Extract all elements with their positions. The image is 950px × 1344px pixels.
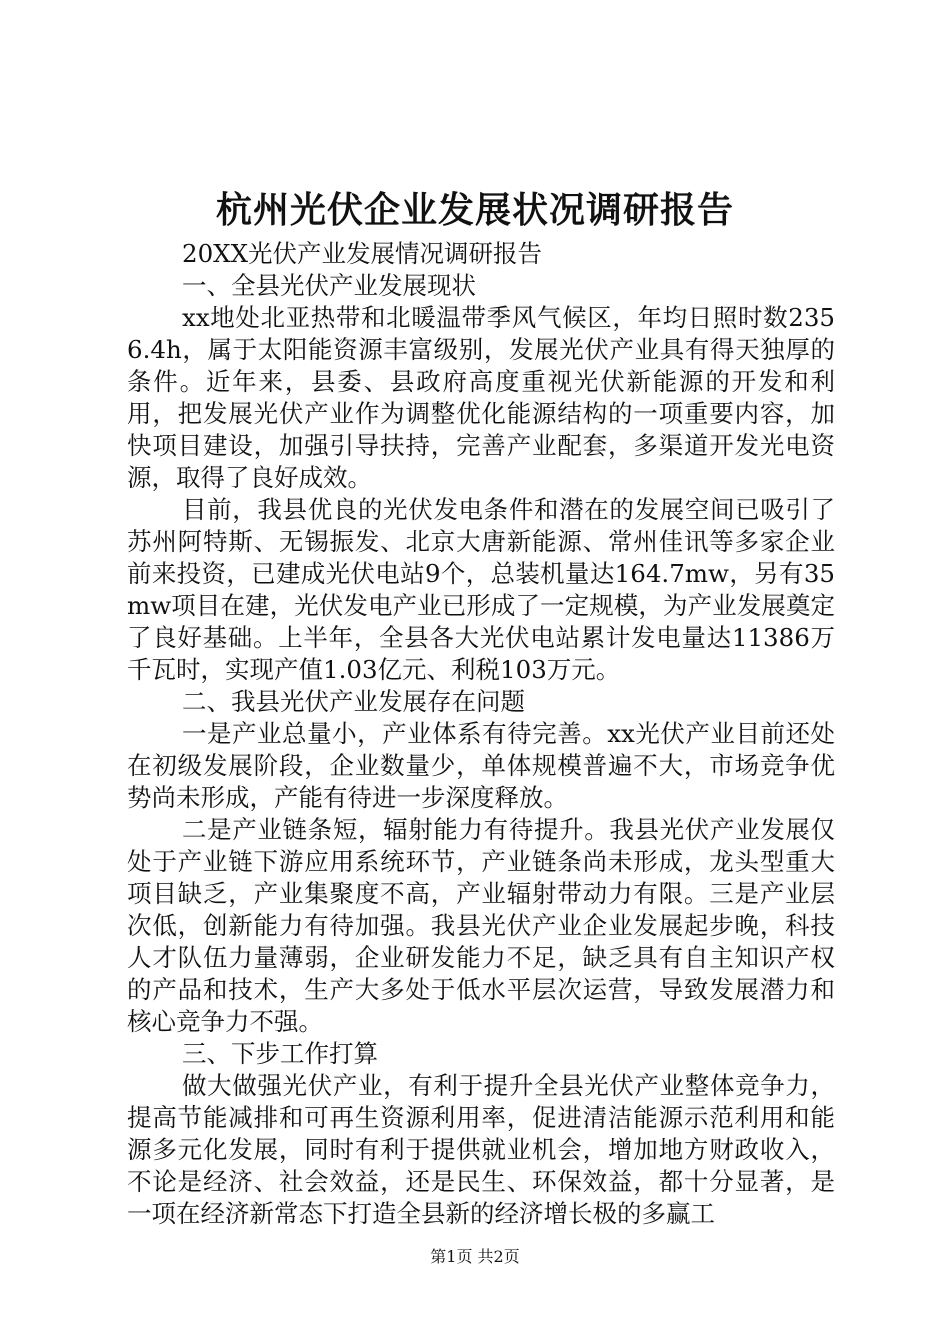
paragraph: 做大做强光伏产业，有利于提升全县光伏产业整体竞争力，提高节能减排和可再生资源利用率，促进清洁能源示范利用和能源多元化发展，同时有利于提供就业机会，增加地方财政收入，不论是经济、社会效益，还是民生、环保效益，都十分显著，是一项在经济新常态下打造全县新的经济增长极的多赢工 (127, 1071, 835, 1228)
paragraph: 目前，我县优良的光伏发电条件和潜在的发展空间已吸引了苏州阿特斯、无锡振发、北京大唐新能源、常州佳讯等多家企业前来投资，已建成光伏电站9个，总装机量达164.7mw，另有35mw项目在建，光伏发电产业已形成了一定规模，为产业发展奠定了良好基础。上半年，全县各大光伏电站累计发电量达11386万千瓦时，实现产值1.03亿元、利税103万元。 (127, 495, 835, 684)
section-heading-2: 二、我县光伏产业发展存在问题 (182, 687, 525, 716)
document-title: 杭州光伏企业发展状况调研报告 (215, 189, 734, 231)
document-body (127, 238, 835, 1230)
paragraph: xx地处北亚热带和北暖温带季风气候区，年均日照时数2356.4h，属于太阳能资源丰富级别，发展光伏产业具有得天独厚的条件。近年来，县委、县政府高度重视光伏新能源的开发和利用，把发展光伏产业作为调整优化能源结构的一项重要内容，加快项目建设，加强引导扶持，完善产业配套，多渠道开发光电资源，取得了良好成效。 (127, 303, 835, 492)
report-subtitle: 20XX光伏产业发展情况调研报告 (182, 239, 543, 268)
section-heading-3: 三、下步工作打算 (182, 1039, 378, 1068)
paragraph: 一是产业总量小，产业体系有待完善。xx光伏产业目前还处在初级发展阶段，企业数量少，单体规模普遍不大，市场竞争优势尚未形成，产能有待进一步深度释放。 (127, 719, 835, 812)
page-footer: 第1页 共2页 (430, 1247, 520, 1266)
section-heading-1: 一、全县光伏产业发展现状 (182, 271, 476, 300)
paragraph: 二是产业链条短，辐射能力有待提升。我县光伏产业发展仅处于产业链下游应用系统环节，产业链条尚未形成，龙头型重大项目缺乏，产业集聚度不高，产业辐射带动力有限。三是产业层次低，创新能力有待加强。我县光伏产业企业发展起步晚，科技人才队伍力量薄弱，企业研发能力不足，缺乏具有自主知识产权的产品和技术，生产大多处于低水平层次运营，导致发展潜力和核心竞争力不强。 (127, 815, 835, 1036)
